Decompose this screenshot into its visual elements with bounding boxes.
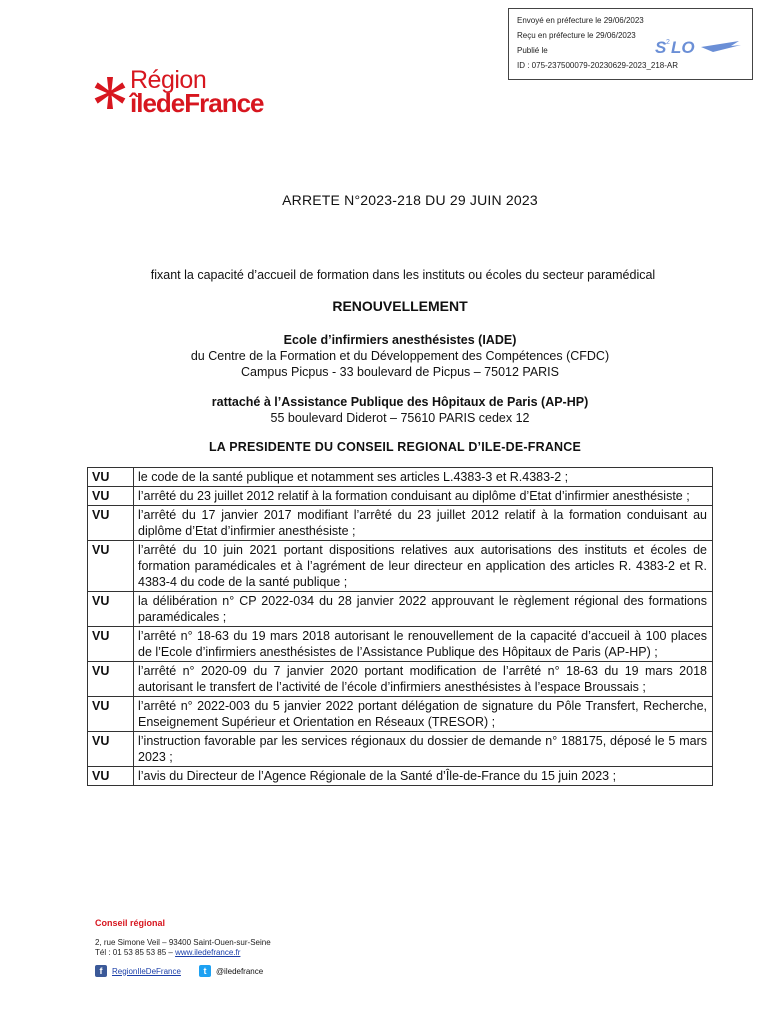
stamp-id: ID : 075-237500079-20230629-2023_218-AR — [517, 61, 679, 70]
logo-region-text: Région — [130, 66, 207, 94]
vu-key: VU — [88, 662, 134, 697]
vu-text: l’arrêté n° 18-63 du 19 mars 2018 autorisant le renouvellement de la capacité d’accueil à 100 places de l’Ecole d’infirmiers anesthésistes de l’Assistance Publique des Hôpitaux de Paris (AP-HP) ; — [134, 627, 713, 662]
decree-title: ARRETE N°2023-218 DU 29 JUIN 2023 — [282, 192, 538, 208]
president-heading: LA PRESIDENTE DU CONSEIL REGIONAL D’ILE-DE-FRANCE — [208, 440, 582, 454]
vu-text: le code de la santé publique et notamment ses articles L.4383-3 et R.4383-2 ; — [134, 468, 713, 487]
school-name: Ecole d’infirmiers anesthésistes (IADE) — [283, 333, 517, 347]
stamp-received: Reçu en préfecture le 29/06/2023 — [517, 31, 636, 40]
facebook-icon: f — [95, 965, 107, 977]
table-row — [88, 732, 713, 767]
footer-tel: Tél : 01 53 85 53 85 – — [95, 948, 173, 957]
table-row — [88, 487, 713, 506]
svg-text:S: S — [655, 38, 667, 57]
school-campus: Campus Picpus - 33 boulevard de Picpus – 75012 PARIS — [240, 365, 559, 379]
vu-text: l’avis du Directeur de l’Agence Régionale de la Santé d’Île-de-France du 15 juin 2023 ; — [134, 767, 713, 786]
vu-key: VU — [88, 468, 134, 487]
attachment-name: rattaché à l’Assistance Publique des Hôpitaux de Paris (AP-HP) — [211, 395, 589, 409]
table-row — [88, 468, 713, 487]
twitter-icon: t — [199, 965, 211, 977]
logo-idf-text — [130, 88, 264, 119]
vu-table — [87, 467, 713, 786]
attachment-block — [0, 394, 770, 426]
svg-text:2: 2 — [666, 39, 670, 46]
vu-text: l’instruction favorable par les services régionaux du dossier de demande n° 188175, déposé le 5 mars 2023 ; — [134, 732, 713, 767]
table-row — [88, 506, 713, 541]
vu-text: l’arrêté du 17 janvier 2017 modifiant l’arrêté du 23 juillet 2012 relatif à la formation conduisant au diplôme d’Etat d’infirmier anesthésiste ; — [134, 506, 713, 541]
vu-text: l’arrêté n° 2022-003 du 5 janvier 2022 portant délégation de signature du Pôle Transfert, Recherche, Enseignement Supérieur et Orientation en Réseaux (TRESOR) ; — [134, 697, 713, 732]
renewal-heading: RENOUVELLEMENT — [332, 298, 468, 314]
footer-address: 2, rue Simone Veil – 93400 Saint-Ouen-sur-Seine — [95, 938, 271, 947]
prefecture-stamp — [508, 8, 753, 80]
vu-key: VU — [88, 592, 134, 627]
vu-text: la délibération n° CP 2022-034 du 28 janvier 2022 approuvant le règlement régional des formations paramédicales ; — [134, 592, 713, 627]
table-row — [88, 662, 713, 697]
svg-text:LO: LO — [671, 38, 695, 57]
vu-key: VU — [88, 506, 134, 541]
decree-subject: fixant la capacité d’accueil de formation dans les instituts ou écoles du secteur paramédical — [150, 268, 656, 282]
school-block — [0, 332, 770, 380]
vu-key: VU — [88, 487, 134, 506]
footer-council: Conseil régional — [95, 918, 166, 928]
attachment-address: 55 boulevard Diderot – 75610 PARIS cedex 12 — [270, 411, 530, 425]
vu-key: VU — [88, 627, 134, 662]
vu-key: VU — [88, 541, 134, 592]
vu-key: VU — [88, 732, 134, 767]
region-star-icon — [92, 76, 128, 110]
stamp-published: Publié le — [517, 46, 548, 55]
footer-website-link[interactable]: www.iledefrance.fr — [175, 948, 241, 957]
table-row — [88, 767, 713, 786]
twitter-handle[interactable]: @iledefrance — [215, 966, 264, 976]
vu-key: VU — [88, 767, 134, 786]
facebook-link[interactable]: RegionIleDeFrance — [112, 966, 181, 976]
stamp-sent: Envoyé en préfecture le 29/06/2023 — [517, 16, 644, 25]
vu-text: l’arrêté du 23 juillet 2012 relatif à la formation conduisant au diplôme d’Etat d’infirmier anesthésiste ; — [134, 487, 713, 506]
slo-logo-icon — [653, 35, 745, 59]
region-logo — [92, 68, 312, 118]
footer — [95, 918, 271, 958]
vu-key: VU — [88, 697, 134, 732]
table-row — [88, 592, 713, 627]
table-row — [88, 627, 713, 662]
vu-text: l’arrêté du 10 juin 2021 portant dispositions relatives aux autorisations des instituts et écoles de formation paramédicales et à l’agrément de leur directeur en application des articles R. 4383-2 et R. 4383-4 du code de la santé publique ; — [134, 541, 713, 592]
table-row — [88, 697, 713, 732]
logo-idf-part2: France — [184, 88, 264, 118]
footer-social — [95, 965, 263, 977]
vu-text: l’arrêté n° 2020-09 du 7 janvier 2020 portant modification de l’arrêté n° 18-63 du 19 mars 2018 autorisant le transfert de l’activité de l’école d’infirmiers anesthésistes à l’espace Broussais ; — [134, 662, 713, 697]
school-centre: du Centre de la Formation et du Développement des Compétences (CFDC) — [190, 349, 610, 363]
table-row — [88, 541, 713, 592]
footer-contact — [95, 948, 271, 958]
logo-idf-part1: îlede — [130, 88, 185, 118]
